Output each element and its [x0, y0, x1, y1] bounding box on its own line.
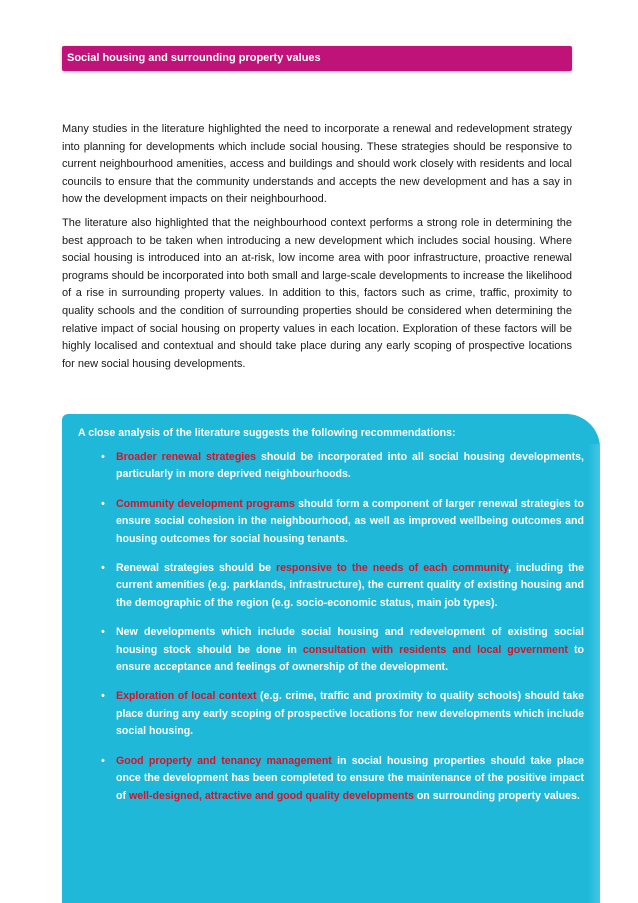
highlight-text: well-designed, attractive and good quality developments [128, 789, 414, 802]
recommendation-text: in social housing properties should take place once the development has been completed to ensure the maintenance of the positive impact of [116, 754, 584, 802]
section-header-bar [62, 46, 572, 71]
bullet-icon: • [101, 451, 105, 463]
highlight-text: consultation with residents and local government [302, 643, 568, 656]
bullet-icon: • [101, 754, 105, 767]
recommendation-text: , including the current amenities (e.g. parklands, infrastructure), the current quality of existing housing and the demographic of the region (e.g. socio-economic status, main job types). [116, 562, 584, 609]
highlight-text: Broader renewal strategies [116, 451, 257, 463]
highlight-text: Exploration of local context [116, 690, 257, 703]
recommendation-text: should form a component of larger renewal strategies to ensure social cohesion in the neighbourhood, as well as improved wellbeing outcomes and housing outcomes for social housing tenants. [116, 497, 584, 545]
section-title: Social housing and surrounding property values [67, 52, 321, 64]
recommendations-list [98, 449, 584, 817]
recommendation-item [98, 496, 584, 548]
highlight-text: responsive to the needs of each community [276, 562, 509, 575]
bullet-icon: • [101, 562, 105, 575]
box-edge-decoration [588, 444, 600, 903]
recommendation-text: to ensure acceptance and feelings of ownership of the development. [116, 643, 584, 674]
bullet-icon: • [101, 690, 105, 703]
recommendation-item [98, 688, 584, 740]
recommendation-item [98, 624, 584, 676]
recommendation-item [98, 560, 584, 612]
paragraph: The literature also highlighted that the neighbourhood context performs a strong role in determining the best approach to be taken when introducing a new development which includes social housing. Where social housing is introduced into an at-risk, low income area with poor infrastructure, proactive renewal programs should be incorporated into both small and large-scale developments to increase the likelihood of a rise in surrounding property values. In addition to this, factors such as crime, traffic, proximity to quality schools and the condition of surrounding properties should be considered when determining the relative impact of social housing on property values in each location. Exploration of these factors will be highly localised and contextual and should take place during any early scoping of prospective locations for new social housing developments. [62, 216, 572, 370]
paragraph: Many studies in the literature highlighted the need to incorporate a renewal and redevelopment strategy into planning for developments which include social housing. These strategies should be responsive to current neighbourhood amenities, access and buildings and should work closely with residents and local councils to ensure that the community understands and accepts the new development and has a say in how the development impacts on their neighbourhood. [62, 123, 572, 206]
recommendation-text: (e.g. crime, traffic and proximity to quality schools) should take place during any early scoping of prospective locations for new developments which include social housing. [116, 690, 584, 738]
recommendation-text: should be incorporated into all social housing developments, particularly in more deprived neighbourhoods. [116, 451, 584, 481]
body-text [62, 121, 572, 379]
recommendation-item [98, 753, 584, 805]
bullet-icon: • [101, 497, 105, 510]
highlight-text: Community development programs [116, 497, 295, 510]
recommendation-text: Renewal strategies should be [116, 562, 276, 575]
recommendations-intro: A close analysis of the literature suggests the following recommendations: [78, 427, 456, 439]
recommendation-item [98, 449, 584, 484]
recommendation-text: on surrounding property values. [413, 789, 580, 802]
recommendation-text: New developments which include social housing and redevelopment of existing social housing stock should be done in [116, 626, 584, 656]
bullet-icon: • [101, 626, 105, 639]
highlight-text: Good property and tenancy management [116, 754, 332, 767]
